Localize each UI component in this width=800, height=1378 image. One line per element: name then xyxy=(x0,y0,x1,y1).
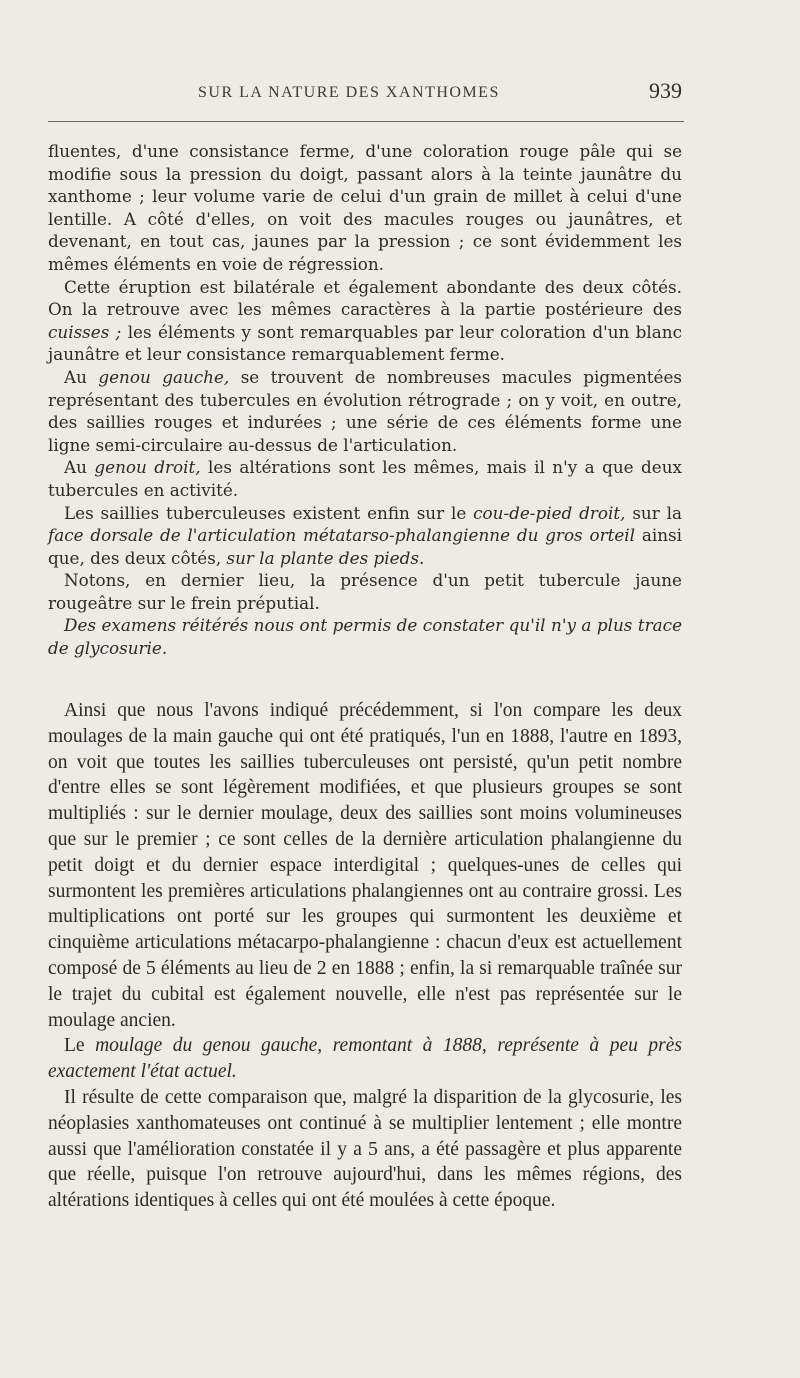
paragraph-preputial: Notons, en dernier lieu, la présence d'un petit tubercule jaune rougeâtre sur le frein préputial. xyxy=(48,570,682,613)
running-title: SUR LA NATURE DES XANTHOMES xyxy=(198,84,500,101)
paragraph-eruption-continued: fluentes, d'une consistance ferme, d'une coloration rouge pâle qui se modifie sous la pression du doigt, passant alors à la teinte jaunâtre du xanthome ; leur volume varie de celui d'un grain de millet à celui d'une lentille. A côté d'elles, on voit des macules rouges ou jaunâtres, et devenant, en tout cas, jaunes par la pression ; ce sont évidemment les mêmes éléments en voie de régression. xyxy=(48,141,682,274)
large-type-section xyxy=(48,698,682,1214)
paragraph-left-knee: Au genou gauche, se trouvent de nombreuses macules pigmentées représentant des tubercules en évolution rétrograde ; on y voit, en outre, des saillies rouges et indurées ; une série de ces éléments forme une ligne semi-circulaire au-dessus de l'articulation. xyxy=(48,366,682,455)
small-type-section xyxy=(48,140,682,660)
paragraph-conclusion: Il résulte de cette comparaison que, malgré la disparition de la glycosurie, les néoplasies xanthomateuses ont continué à se multiplier lentement ; elle montre aussi que l'amélioration constatée il y a 5 ans, a été passagère et plus apparente que réelle, puisque l'on retrouve aujourd'hui, dans les mêmes régions, des altérations identiques à celles qui ont été moulées à cette époque. xyxy=(48,1086,682,1212)
paragraph-knee-moulage: Le moulage du genou gauche, remontant à 1888, représente à peu près exactement l'état actuel. xyxy=(48,1035,682,1083)
paragraph-glycosuria: Des examens réitérés nous ont permis de constater qu'il n'y a plus trace de glycosurie. xyxy=(48,615,682,659)
paragraph-foot: Les saillies tuberculeuses existent enfin sur le cou-de-pied droit, sur la face dorsale de l'articulation métatarso-phalangienne du gros orteil ainsi que, des deux côtés, sur la plante des pieds. xyxy=(48,502,682,568)
running-head xyxy=(48,70,684,110)
paragraph-bilateral: Cette éruption est bilatérale et également abondante des deux côtés. On la retrouve avec les mêmes caractères à la partie postérieure des cuisses ; les éléments y sont remarquables par leur coloration d'un blanc jaunâtre et leur consistance remarquablement ferme. xyxy=(48,276,682,365)
header-rule xyxy=(48,121,684,122)
page-number: 939 xyxy=(649,78,682,103)
paragraph-moulages-comparison: Ainsi que nous l'avons indiqué précédemment, si l'on compare les deux moulages de la main gauche qui ont été pratiqués, l'un en 1888, l'autre en 1893, on voit que toutes les saillies tuberculeuses ont persisté, qu'un petit nombre d'entre elles se sont légèrement modifiées, et que plusieurs groupes se sont multipliés : sur le dernier moulage, deux des saillies sont moins volumineuses que sur le premier ; ce sont celles de la dernière articulation phalangienne du petit doigt et du dernier espace interdigital ; quelques-unes de celles qui surmontent les premières articulations phalangiennes ont au contraire grossi. Les multiplications ont porté sur les groupes qui surmontent les deuxième et cinquième articulations métacarpo-phalangienne : chacun d'eux est actuellement composé de 5 éléments au lieu de 2 en 1888 ; enfin, la si remarquable traînée sur le trajet du cubital est également nouvelle, elle n'est pas représentée sur le moulage ancien. xyxy=(48,700,682,1031)
paragraph-right-knee: Au genou droit, les altérations sont les mêmes, mais il n'y a que deux tubercules en activité. xyxy=(48,457,682,500)
